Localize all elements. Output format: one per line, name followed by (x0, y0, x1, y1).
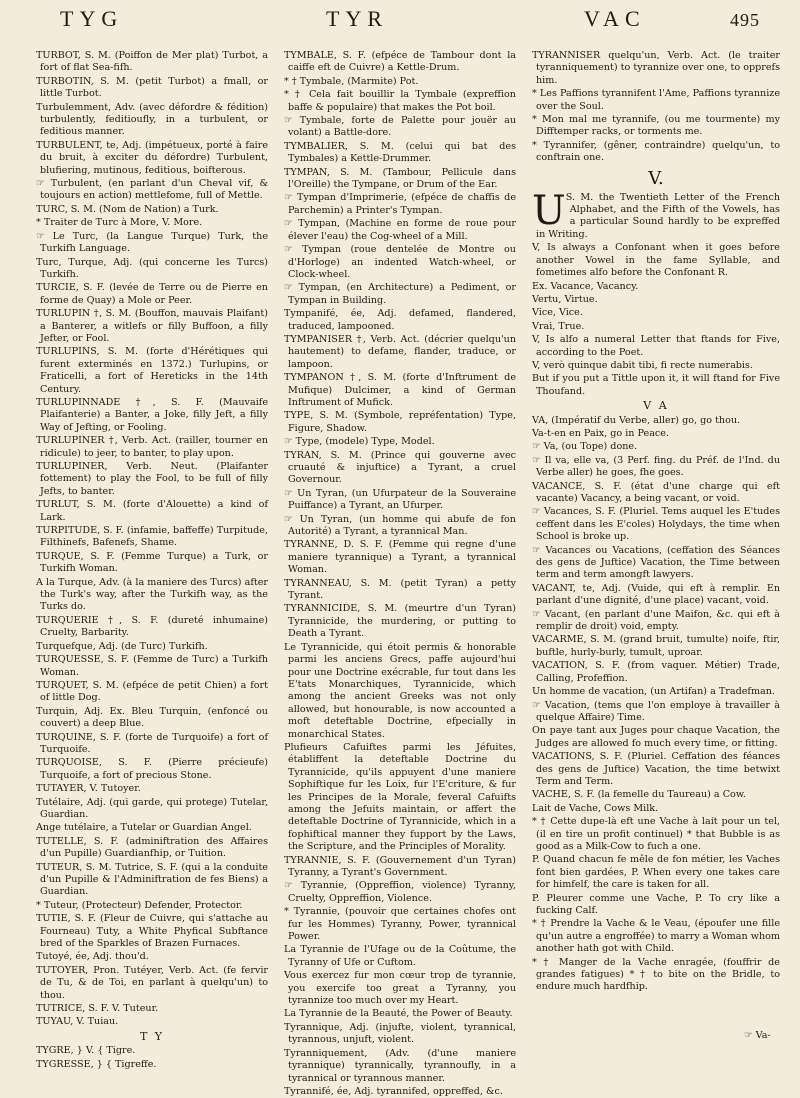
dictionary-entry: Tutélaire, Adj. (qui garde, qui protege) Tutelar, Guardian. (36, 796, 268, 820)
dictionary-entry: Vertu, Virtue. (532, 293, 598, 305)
dictionary-entry: Turc, Turque, Adj. (qui concerne les Turcs) Turkifh. (36, 256, 268, 280)
dictionary-entry: ☞ Tympan, (en Architecture) a Pediment, or Tympan in Building. (284, 282, 516, 306)
dictionary-entry: TUYAU, V. Tuiau. (36, 1016, 119, 1028)
dictionary-entry: ☞ Va, (ou Tope) done. (532, 441, 638, 453)
dictionary-entry: TURCIE, S. F. (levée de Terre ou de Pierre en forme de Quay) a Mole or Peer. (36, 282, 268, 306)
dictionary-entry: ☞ Tympan, (Machine en forme de roue pour élever l'eau) the Cog-wheel of a Mill. (284, 218, 516, 242)
dictionary-entry: TURBULENT, te, Adj. (impétueux, porté à faire du bruit, à exciter du défordre) Turbulent, blufiering, mutinous, feditious, boifterous. (36, 139, 268, 176)
dictionary-entry: TURLUPINER †, Verb. Act. (railler, tourner en ridicule) to jeer, to banter, to play upon. (36, 435, 268, 459)
dictionary-entry: S. M. the Twentieth Letter of the French Alphabet, and the Fifth of the Vowels, has a particular Sound hardly to be expreffed in Writing. (536, 191, 780, 240)
dictionary-entry: TYRANNISER quelqu'un, Verb. Act. (le traiter tyranniquement) to tyrannize over one, to opprefs him. (532, 50, 780, 86)
dictionary-entry: * † Cela fait bouillir la Tymbale (expreffion baffe & populaire) that makes the Pot boil. (284, 89, 516, 113)
text-columns (36, 50, 784, 1097)
dictionary-entry: TYMBALE, S. F. (efpéce de Tambour dont la caiffe eft de Cuivre) a Kettle-Drum. (284, 50, 516, 74)
dictionary-entry: TUTIE, S. F. (Fleur de Cuivre, qui s'attache au Fourneau) Tuty, a White Phyfical Subftance bred of the Sparkles of Brazen Furnaces. (36, 913, 268, 950)
dictionary-entry: La Tyrannie de la Beauté, the Power of Beauty. (284, 1008, 513, 1020)
dictionary-entry: Vice, Vice. (532, 307, 583, 319)
dictionary-entry: TYRAN, S. M. (Prince qui gouverne avec cruauté & injuftice) a Tyrant, a cruel Governour. (284, 449, 516, 486)
dictionary-entry: TURLUT, S. M. (forte d'Alouette) a kind of Lark. (36, 499, 268, 523)
dictionary-entry: TUTELLE, S. F. (adminiftration des Affaires d'un Pupille) Guardianfhip, or Tuition. (36, 835, 268, 860)
dictionary-entry: P. Pleurer comme une Vache, P. To cry like a fucking Calf. (532, 892, 780, 916)
dictionary-entry: TURLUPINER, Verb. Neut. (Plaifanter fottement) to play the Fool, to be full of filly Jefts, to banter. (36, 461, 268, 497)
dictionary-entry: TUTRICE, S. F. V. Tuteur. (36, 1003, 159, 1015)
dictionary-entry: Turquin, Adj. Ex. Bleu Turquin, (enfoncé ou couvert) a deep Blue. (36, 705, 268, 730)
dictionary-entry: TYPE, S. M. (Symbole, repréfentation) Type, Figure, Shadow. (284, 410, 516, 434)
dictionary-entry: Ex. Vacance, Vacancy. (532, 280, 639, 292)
dictionary-entry: P. Quand chacun fe mêle de fon métier, les Vaches font bien gardées, P. When every one takes care for himfelf, the care is taken for all. (532, 854, 780, 891)
dictionary-entry: Tympanifé, ée, Adj. defamed, flandered, traduced, lampooned. (284, 308, 516, 332)
dictionary-entry: V, Is alfo a numeral Letter that ftands for Five, according to the Poet. (532, 334, 780, 358)
column-2 (284, 50, 516, 1097)
dictionary-entry: Tyrannique, Adj. (injufte, violent, tyrannical, tyrannous, unjuft, violent. (284, 1021, 516, 1046)
dictionary-entry: ☞ Tympan d'Imprimerie, (efpéce de chaffis de Parchemin) a Printer's Tympan. (284, 192, 516, 216)
dictionary-entry: * Les Paffions tyrannifent l'Ame, Paffions tyrannize over the Soul. (532, 88, 780, 112)
dictionary-entry: Plufieurs Cafuiftes parmi les Jéfuites, établiffent la deteftable Doctrine du Tyrannicide, qu'ils appuyent d'une maniere Sophiftique fur les Loix, fur l'E'criture, & fur les Principes de la Morale, feveral Cafuifts among the Jefuits maintain, or affert the deteftable Doctrine of Tyrannicide, which in a fophiftical manner they fupport by the Laws, the Scripture, and the Principles of Morality. (284, 741, 516, 853)
dictionary-entry: Un homme de vacation, (un Artifan) a Tradefman. (532, 686, 775, 698)
dictionary-entry: TURPITUDE, S. F. (infamie, baffeffe) Turpitude, Filthinefs, Bafenefs, Shame. (36, 525, 268, 549)
dictionary-entry: * Tyrannifer, (gêner, contraindre) quelqu'un, to conftrain one. (532, 139, 780, 164)
dictionary-entry: Vous exercez fur mon cœur trop de tyrannie, you exercife too great a Tyranny, you tyrannize too much over my Heart. (284, 970, 516, 1007)
dictionary-entry: V, verò quinque dabit tibi, fi recte numerabis. (532, 359, 753, 371)
page-number: 495 (730, 10, 760, 30)
dictionary-entry: ☞ Vacances ou Vacations, (ceffation des Séances des gens de Juftice) Vacation, the Time between term and term amongft lawyers. (532, 544, 780, 581)
dictionary-entry: ☞ Tymbale, forte de Palette pour jouër au volant) a Battle-dore. (284, 115, 516, 139)
dictionary-entry: Va-t-en en Paix, go in Peace. (532, 427, 670, 439)
dictionary-entry: TYRANNEAU, S. M. (petit Tyran) a petty Tyrant. (284, 577, 516, 602)
dictionary-entry: TYGRE, } V. { Tigre. (36, 1045, 136, 1057)
dictionary-entry: Ange tutélaire, a Tutelar or Guardian Angel. (36, 822, 252, 834)
dictionary-entry: ☞ Tympan (roue dentelée de Montre ou d'Horloge) an indented Watch-wheel, or Clock-wheel. (284, 244, 516, 280)
dictionary-entry: * † Prendre la Vache & le Veau, (époufer une fille qu'un autre a engroffée) to marry a Woman whom another hath got with Child. (532, 918, 780, 955)
dictionary-entry: TURLUPIN †, S. M. (Bouffon, mauvais Plaifant) a Banterer, a witlefs or filly Buffoon, a filly Jefter, or Fool. (36, 308, 268, 344)
column-3 (532, 50, 780, 1080)
header-left: TYG (60, 6, 124, 31)
dictionary-entry: TYMPAN, S. M. (Tambour, Pellicule dans l'Oreille) the Tympane, or Drum of the Ear. (284, 166, 516, 191)
dictionary-entry: TUTAYER, V. Tutoyer. (36, 783, 141, 795)
column-3-body (532, 187, 780, 994)
dictionary-entry: ☞ Vacances, S. F. (Pluriel. Tems auquel les E'tudes ceffent dans les E'coles) Holydays, the time when School is broke up. (532, 506, 780, 543)
dictionary-entry: ☞ Vacation, (tems que l'on employe à travailler à quelque Affaire) Time. (532, 699, 780, 723)
dictionary-entry: * † Manger de la Vache enragée, (fouffrir de grandes fatigues) * † to bite on the Bridle, to endure much hardfhip. (532, 956, 780, 993)
dictionary-entry: VACANCE, S. F. (état d'une charge qui eft vacante) Vacancy, a being vacant, or void. (532, 480, 780, 504)
dictionary-entry: ☞ Tyrannie, (Oppreffion, violence) Tyranny, Cruelty, Oppreffion, Violence. (284, 880, 516, 904)
dictionary-entry: VACANT, te, Adj. (Vuide, qui eft à remplir. En parlant d'une dignité, d'une place) vacant, void. (532, 582, 780, 607)
dictionary-entry: TYGRESSE, } { Tigreffe. (36, 1058, 157, 1070)
dictionary-entry: Turbulemment, Adv. (avec défordre & fédition) turbulently, feditioufly, in a turbulent, or feditious manner. (36, 101, 268, 138)
dictionary-entry: Turquefque, Adj. (de Turc) Turkifh. (36, 640, 208, 652)
section-heading: T Y (139, 1029, 165, 1043)
dictionary-entry: TYRANNICIDE, S. M. (meurtre d'un Tyran) Tyrannicide, the murdering, or putting to Death a Tyrant. (284, 603, 516, 640)
dictionary-entry: * Traiter de Turc à More, V. More. (36, 217, 203, 229)
dictionary-entry: TYMPANON †, S. M. (forte d'Inftrument de Mufique) Dulcimer, a kind of German Inftrument of Mufick. (284, 372, 516, 408)
dictionary-entry: A la Turque, Adv. (à la maniere des Turcs) after the Turk's way, after the Turkifh way, as the Turks do. (36, 576, 268, 613)
dictionary-entry: * Tuteur, (Protecteur) Defender, Protector. (36, 899, 243, 911)
dictionary-entry: ☞ Un Tyran, (un homme qui abufe de fon Autorité) a Tyrant, a tyrannical Man. (284, 513, 516, 538)
dictionary-entry: VACHE, S. F. (la femelle du Taureau) a Cow. (532, 789, 746, 801)
dictionary-entry: VACATION, S. F. (from vaquer. Métier) Trade, Calling, Profeffion. (532, 660, 780, 684)
dictionary-entry: ☞ Le Turc, (la Langue Turque) Turk, the Turkifh Language. (36, 230, 268, 255)
dictionary-entry: TUTEUR, S. M. Tutrice, S. F. (qui a la conduite d'un Pupille & l'Adminiftration de fes Biens) a Guardian. (36, 861, 268, 898)
dictionary-entry: On paye tant aux Juges pour chaque Vacation, the Judges are allowed fo much every time, or fitting. (532, 725, 780, 749)
dictionary-entry: Tyranniquement, (Adv. (d'une maniere tyrannique) tyrannically, tyrannoufly, in a tyrannical or tyrannous manner. (284, 1047, 516, 1084)
dictionary-entry: TURLUPINS, S. M. (forte d'Hérétiques qui furent exterminés en 1372.) Turlupins, or Fraticelli, a fort of Hereticks in the 14th Century. (36, 346, 268, 395)
dictionary-entry: TURQUOISE, S. F. (Pierre précieufe) Turquoife, a fort of precious Stone. (36, 757, 268, 781)
dictionary-entry: TURQUET, S. M. (efpéce de petit Chien) a fort of little Dog. (36, 679, 268, 704)
initial-letter: U (532, 187, 566, 234)
dictionary-entry: Tutoyé, ée, Adj. thou'd. (36, 951, 149, 963)
dictionary-entry: ☞ Un Tyran, (un Ufurpateur de la Souveraine Puiffance) a Tyrant, an Ufurper. (284, 487, 516, 512)
section-letter: V. (648, 167, 664, 189)
column-1 (36, 50, 268, 1080)
dictionary-entry: TURC, S. M. (Nom de Nation) a Turk. (36, 203, 219, 215)
section-heading: V A (643, 399, 669, 413)
header-center: TYR (326, 6, 388, 31)
dictionary-entry: TYMBALIER, S. M. (celui qui bat des Tymbales) a Kettle-Drummer. (284, 140, 516, 165)
dictionary-entry: VA, (Impératif du Verbe, aller) go, go thou. (532, 414, 741, 426)
dictionary-entry: TURBOT, S. M. (Poiffon de Mer plat) Turbot, a fort of flat Sea-fifh. (36, 50, 268, 74)
dictionary-entry: Tyrannifé, ée, Adj. tyrannifed, oppreffed, &c. (284, 1085, 503, 1097)
dictionary-entry: TYMPANISER †, Verb. Act. (décrier quelqu'un hautement) to defame, flander, traduce, or lampoon. (284, 333, 516, 370)
dictionary-entry: But if you put a Tittle upon it, it will ftand for Five Thoufand. (532, 373, 780, 397)
dictionary-entry: VACATIONS, S. F. (Pluriel. Ceffation des féances des gens de Juftice) Vacation, the time betwixt Term and Term. (532, 751, 780, 787)
dictionary-entry: Le Tyrannicide, qui étoit permis & honorable parmi les anciens Grecs, paffe aujourd'hui pour une Doctrine exécrable, fur tout dans les E'tats Monarchiques, Tyrannicide, which among the ancient Greeks was not only allowed, but honourable, is now accounted a moft deteftable Doctrine, efpecially in monarchical States. (284, 641, 516, 740)
dictionary-entry: TURLUPINNADE †, S. F. (Mauvaife Plaifanterie) a Banter, a Joke, filly Jeft, a filly Way of Jefting, or Fooling. (36, 396, 268, 433)
dictionary-entry: V, Is always a Confonant when it goes before another Vowel in the fame Syllable, and fometimes alfo before the Confonant R. (532, 242, 780, 279)
dictionary-entry: TYRANNE, D. S. F. (Femme qui regne d'une maniere tyrannique) a Tyrant, a tyrannical Woman. (284, 539, 516, 576)
header-right: VAC (584, 6, 646, 31)
dictionary-entry: Lait de Vache, Cows Milk. (532, 802, 659, 814)
catchword: ☞ Va- (744, 1030, 771, 1041)
dictionary-entry: TURQUESSE, S. F. (Femme de Turc) a Turkifh Woman. (36, 654, 268, 678)
running-header (0, 6, 800, 52)
dictionary-entry: TURQUERIE †, S. F. (dureté inhumaine) Cruelty, Barbarity. (36, 614, 268, 639)
dictionary-entry: * Tyrannie, (pouvoir que certaines chofes ont fur les Hommes) Tyranny, Power, tyrannical Power. (284, 906, 516, 943)
dictionary-entry: Vrai, True. (532, 320, 585, 332)
dictionary-entry: La Tyrannie de l'Ufage ou de la Coûtume, the Tyranny of Ufe or Cuftom. (284, 944, 516, 968)
dictionary-entry: TUTOYER, Pron. Tutéyer, Verb. Act. (fe fervir de Tu, & de Toi, en parlant à quelqu'un) to thou. (36, 964, 268, 1001)
dictionary-entry: ☞ Vacant, (en parlant d'une Maifon, &c. qui eft à remplir de droit) void, empty. (532, 608, 780, 633)
dictionary-entry: TYRANNIE, S. F. (Gouvernement d'un Tyran) Tyranny, a Tyrant's Government. (284, 854, 516, 878)
dictionary-entry: * † Cette dupe-là eft une Vache à lait pour un tel, (il en tire un profit continuel) * that Bubble is as good as a Milk-Cow to fuch a one. (532, 816, 780, 852)
column-3-top (532, 50, 780, 165)
dictionary-entry: VACARME, S. M. (grand bruit, tumulte) noife, ftir, buftle, hurly-burly, tumult, uproar. (532, 634, 780, 658)
dictionary-entry: ☞ Il va, elle va, (3 Perf. fing. du Préf. de l'Ind. du Verbe aller) he goes, fhe goes. (532, 454, 780, 479)
dictionary-entry: TURBOTIN, S. M. (petit Turbot) a fmall, or little Turbot. (36, 75, 268, 100)
dictionary-entry: * † Tymbale, (Marmite) Pot. (284, 75, 419, 87)
dictionary-entry: ☞ Type, (modele) Type, Model. (284, 436, 435, 448)
dictionary-entry: TURQUINE, S. F. (forte de Turquoife) a fort of Turquoife. (36, 731, 268, 755)
dictionary-entry: * Mon mal me tyrannife, (ou me tourmente) my Difftemper racks, or torments me. (532, 114, 780, 138)
dictionary-entry: ☞ Turbulent, (en parlant d'un Cheval vif, & toujours en action) mettlefome, full of Mettle. (36, 178, 268, 202)
dictionary-entry: TURQUE, S. F. (Femme Turque) a Turk, or Turkifh Woman. (36, 550, 268, 575)
